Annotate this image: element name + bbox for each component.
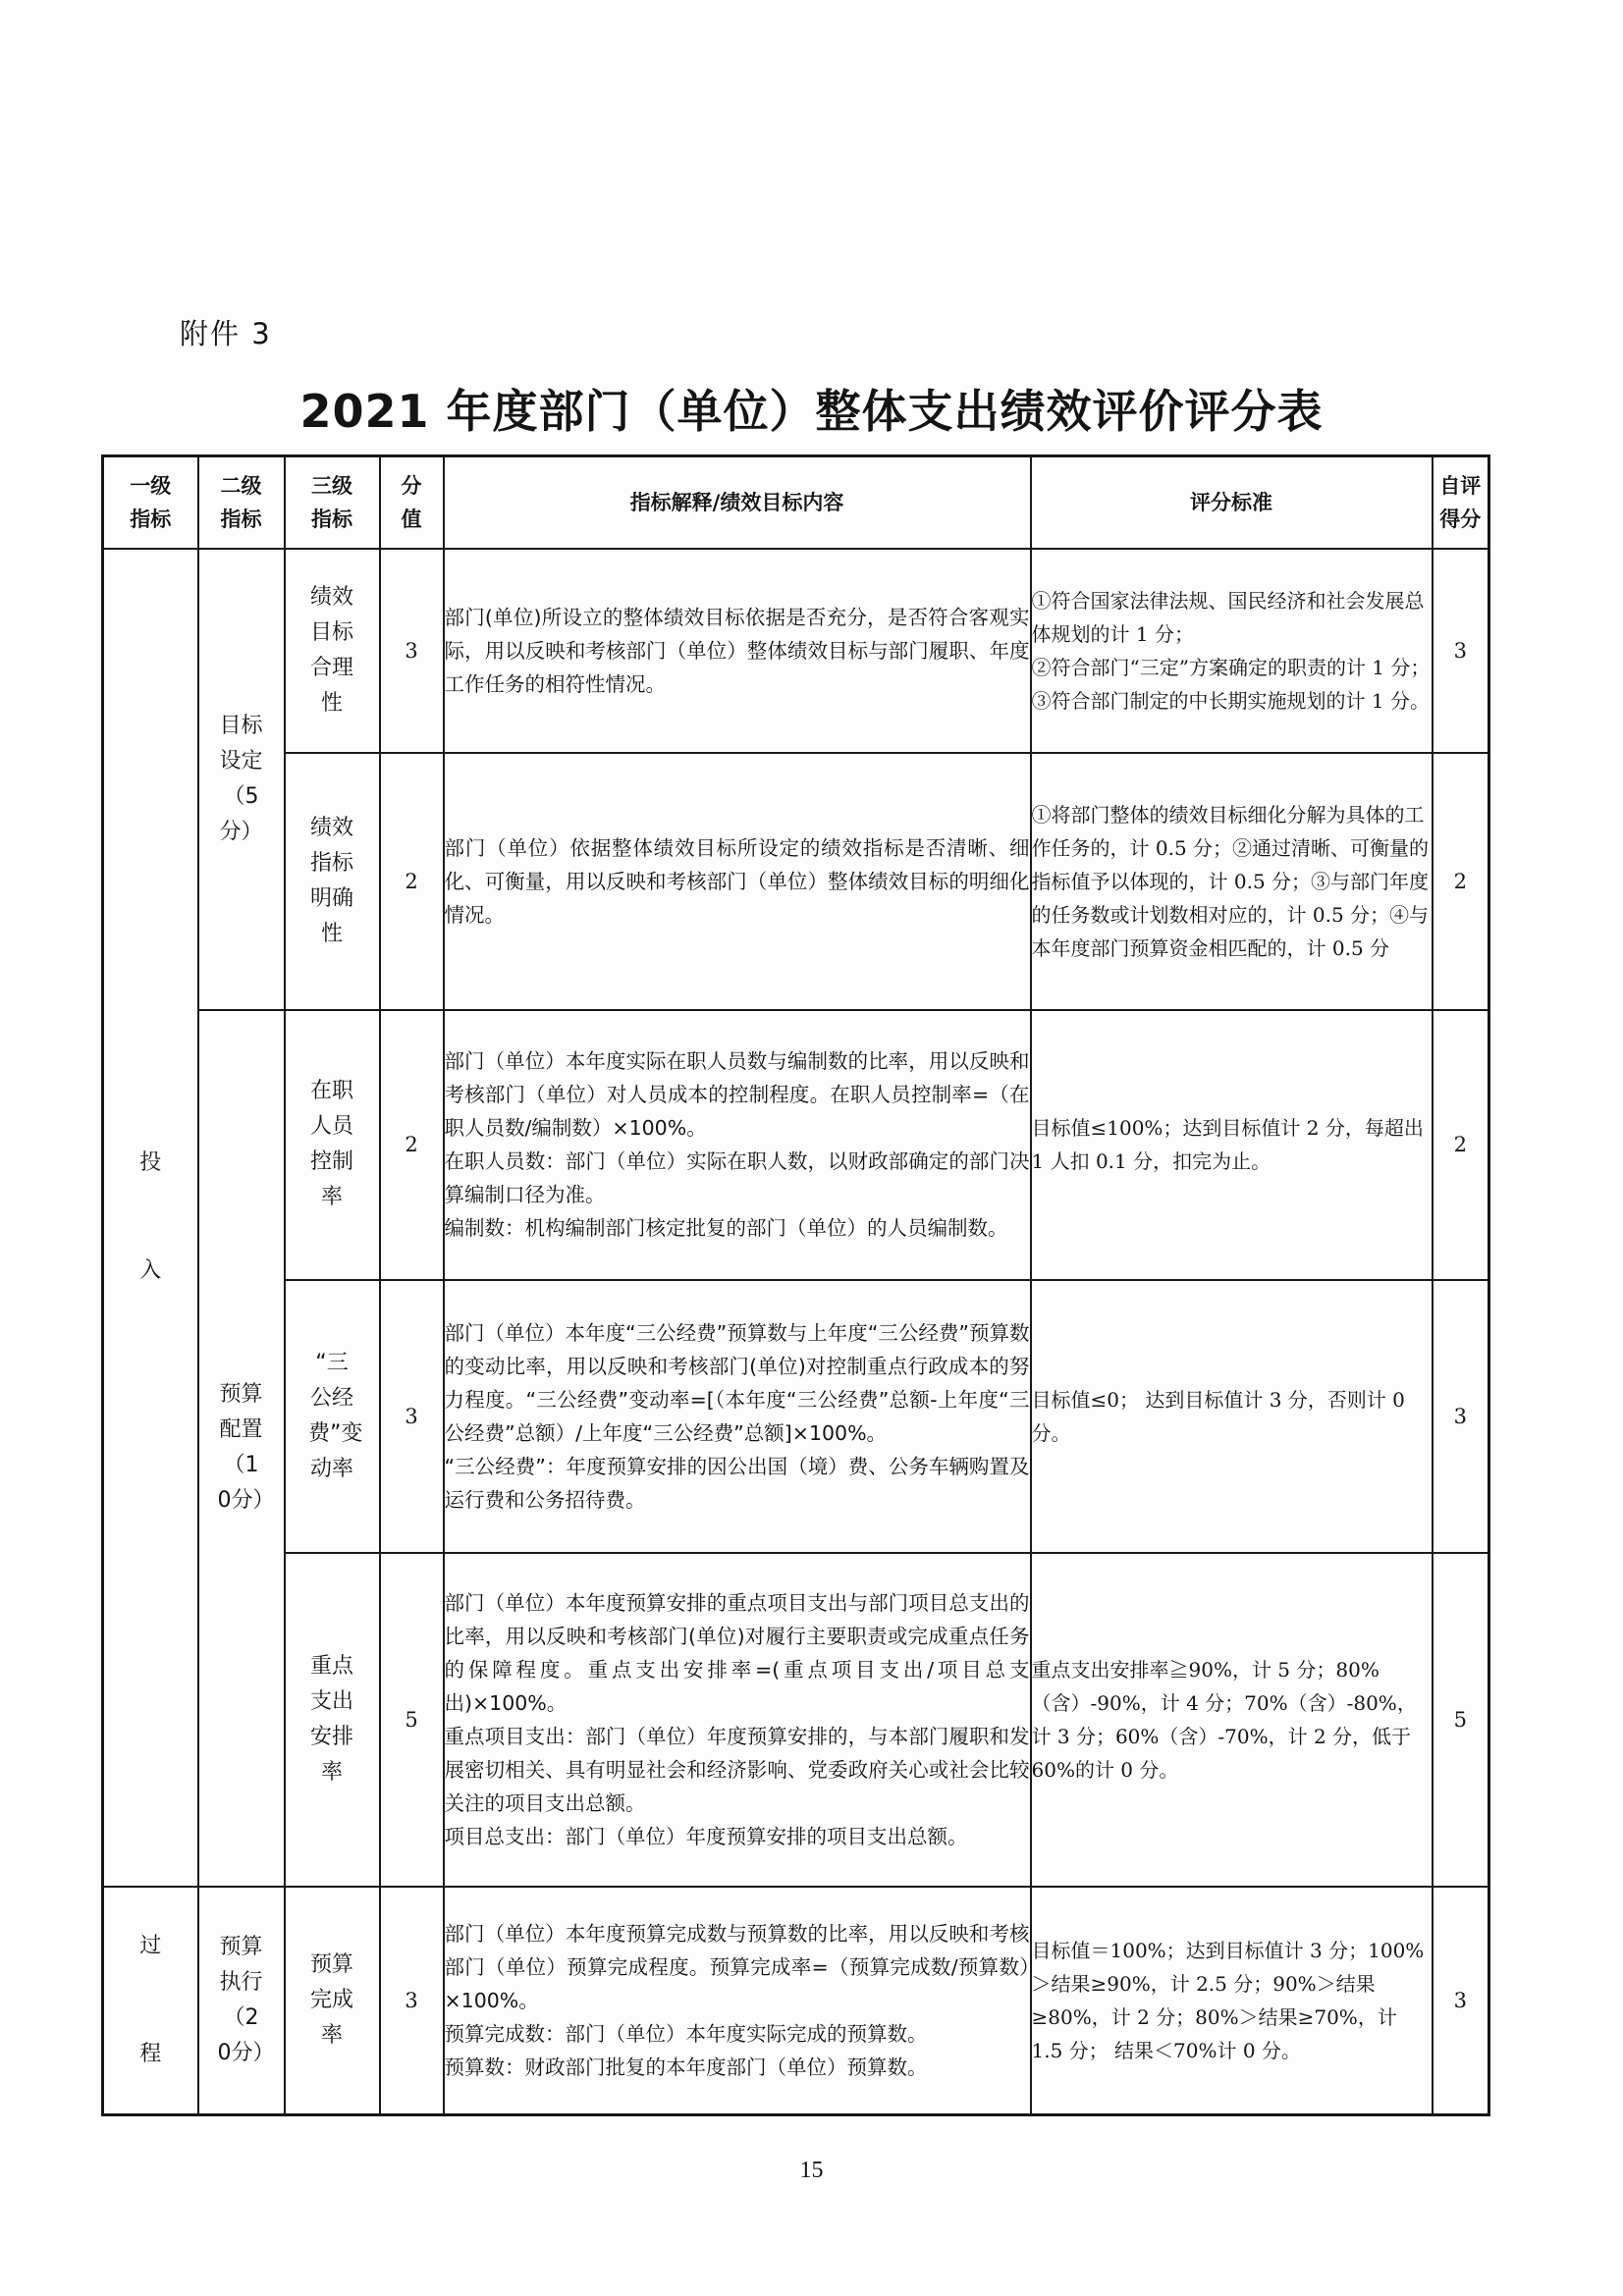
table-row [103, 549, 1489, 753]
criteria-text: ②符合部门“三定”方案确定的职责的计 1 分； [1031, 655, 1431, 679]
description-text: 在职人员数：部门（单位）实际在职人数，以财政部确定的部门决算编制口径为准。 [444, 1149, 1030, 1206]
description-text: 部门（单位）本年度预算安排的重点项目支出与部门项目总支出的比率，用以反映和考核部门(单位)对履行主要职责或完成重点任务的保障程度。重点支出安排率=(重点项目支出/项目总支出)×100%。 [444, 1590, 1030, 1715]
header-score: 分值 [380, 456, 444, 549]
description-text: 预算数：财政部门批复的本年度部门（单位）预算数。 [444, 2055, 928, 2079]
criteria-text: 目标值≤0； 达到目标值计 3 分，否则计 0 分。 [1031, 1387, 1405, 1445]
criteria-text: ①将部门整体的绩效目标细化分解为具体的工作任务的，计 0.5 分；②通过清晰、可衡量的指标值予以体现的，计 0.5 分；③与部门年度的任务数或计划数相对应的，计 0.5 分；④与本年度部门预算资金相匹配的，计 0.5 分 [1031, 802, 1430, 960]
level3-cell: 绩效指标明确性 [285, 753, 380, 1010]
criteria-text: ③符合部门制定的中长期实施规划的计 1 分。 [1031, 688, 1430, 713]
description-cell [444, 1553, 1031, 1887]
level3-cell: 绩效目标合理性 [285, 549, 380, 753]
criteria-cell [1031, 1280, 1433, 1553]
description-cell [444, 549, 1031, 753]
description-text: 项目总支出：部门（单位）年度预算安排的项目支出总额。 [444, 1824, 968, 1848]
level1-cell-input: 投入 [103, 549, 198, 1887]
description-text: 部门(单位)所设立的整体绩效目标依据是否充分，是否符合客观实际，用以反映和考核部门（单位）整体绩效目标与部门履职、年度工作任务的相符性情况。 [444, 605, 1030, 696]
header-level2: 二级指标 [198, 456, 285, 549]
page-title: 2021 年度部门（单位）整体支出绩效评价评分表 [299, 385, 1324, 438]
header-level3: 三级指标 [285, 456, 380, 549]
score-value: 2 [380, 1010, 444, 1280]
description-text: 预算完成数：部门（单位）本年度实际完成的预算数。 [444, 2021, 928, 2046]
self-score-value: 2 [1433, 1010, 1489, 1280]
description-text: 部门（单位）本年度预算完成数与预算数的比率，用以反映和考核部门（单位）预算完成程度。预算完成率=（预算完成数/预算数）×100%。 [444, 1921, 1030, 2012]
level2-cell-budget-allocation: 预算配置（10分） [198, 1010, 285, 1887]
table-row [103, 1887, 1489, 2115]
criteria-text: 重点支出安排率≧90%，计 5 分；80%（含）-90%，计 4 分；70%（含）-80%，计 3 分；60%（含）-70%，计 2 分，低于 60%的计 0 分。 [1031, 1657, 1417, 1782]
header-description: 指标解释/绩效目标内容 [444, 456, 1031, 549]
level3-cell: 在职人员控制率 [285, 1010, 380, 1280]
description-text: 重点项目支出：部门（单位）年度预算安排的，与本部门履职和发展密切相关、具有明显社会和经济影响、党委政府关心或社会比较关注的项目支出总额。 [444, 1724, 1030, 1815]
level2-cell-goal-setting: 目标设定（5分） [198, 549, 285, 1010]
level3-cell: “三公经费”变动率 [285, 1280, 380, 1553]
header-level1: 一级指标 [103, 456, 198, 549]
self-score-value: 3 [1433, 549, 1489, 753]
header-self-score: 自评得分 [1433, 456, 1489, 549]
table-row [103, 1280, 1489, 1553]
header-criteria: 评分标准 [1031, 456, 1433, 549]
level3-cell: 预算完成率 [285, 1887, 380, 2115]
description-cell [444, 1010, 1031, 1280]
criteria-cell [1031, 753, 1433, 1010]
criteria-text: 目标值≤100%；达到目标值计 2 分，每超出 1 人扣 0.1 分，扣完为止。 [1031, 1116, 1424, 1173]
criteria-cell [1031, 1553, 1433, 1887]
level1-cell-process: 过程 [103, 1887, 198, 2115]
header-row [103, 456, 1489, 549]
table-row [103, 1010, 1489, 1280]
self-score-value: 2 [1433, 753, 1489, 1010]
attachment-label: 附件 3 [180, 317, 272, 350]
score-value: 3 [380, 549, 444, 753]
description-text: 部门（单位）依据整体绩效目标所设定的绩效指标是否清晰、细化、可衡量，用以反映和考核部门（单位）整体绩效目标的明细化情况。 [444, 835, 1030, 927]
description-text: 部门（单位）本年度“三公经费”预算数与上年度“三公经费”预算数的变动比率，用以反映和考核部门(单位)对控制重点行政成本的努力程度。“三公经费”变动率=[（本年度“三公经费”总额-上年度“三公经费”总额）/上年度“三公经费”总额]×100%。 [444, 1320, 1030, 1445]
score-value: 2 [380, 753, 444, 1010]
criteria-text: ①符合国家法律法规、国民经济和社会发展总体规划的计 1 分； [1031, 588, 1425, 646]
table-row [103, 1553, 1489, 1887]
description-text: 编制数：机构编制部门核定批复的部门（单位）的人员编制数。 [444, 1216, 1008, 1240]
self-score-value: 3 [1433, 1280, 1489, 1553]
description-text: 部门（单位）本年度实际在职人员数与编制数的比率，用以反映和考核部门（单位）对人员成本的控制程度。在职人员控制率=（在职人员数/编制数）×100%。 [444, 1049, 1030, 1140]
criteria-cell [1031, 549, 1433, 753]
scoring-table [101, 454, 1490, 2116]
page-number: 15 [799, 2158, 824, 2183]
score-value: 3 [380, 1280, 444, 1553]
criteria-cell [1031, 1010, 1433, 1280]
self-score-value: 5 [1433, 1553, 1489, 1887]
score-value: 3 [380, 1887, 444, 2115]
description-text: “三公经费”：年度预算安排的因公出国（境）费、公务车辆购置及运行费和公务招待费。 [444, 1454, 1030, 1512]
criteria-text: 目标值＝100%；达到目标值计 3 分；100%＞结果≥90%，计 2.5 分；90%＞结果≥80%，计 2 分；80%＞结果≥70%，计 1.5 分； 结果＜70%计 0 分。 [1031, 1938, 1425, 2062]
level2-cell-budget-execution: 预算执行（20分） [198, 1887, 285, 2115]
description-cell [444, 1887, 1031, 2115]
criteria-cell [1031, 1887, 1433, 2115]
level3-cell: 重点支出安排率 [285, 1553, 380, 1887]
description-cell [444, 1280, 1031, 1553]
self-score-value: 3 [1433, 1887, 1489, 2115]
description-cell [444, 753, 1031, 1010]
score-value: 5 [380, 1553, 444, 1887]
table-row [103, 753, 1489, 1010]
